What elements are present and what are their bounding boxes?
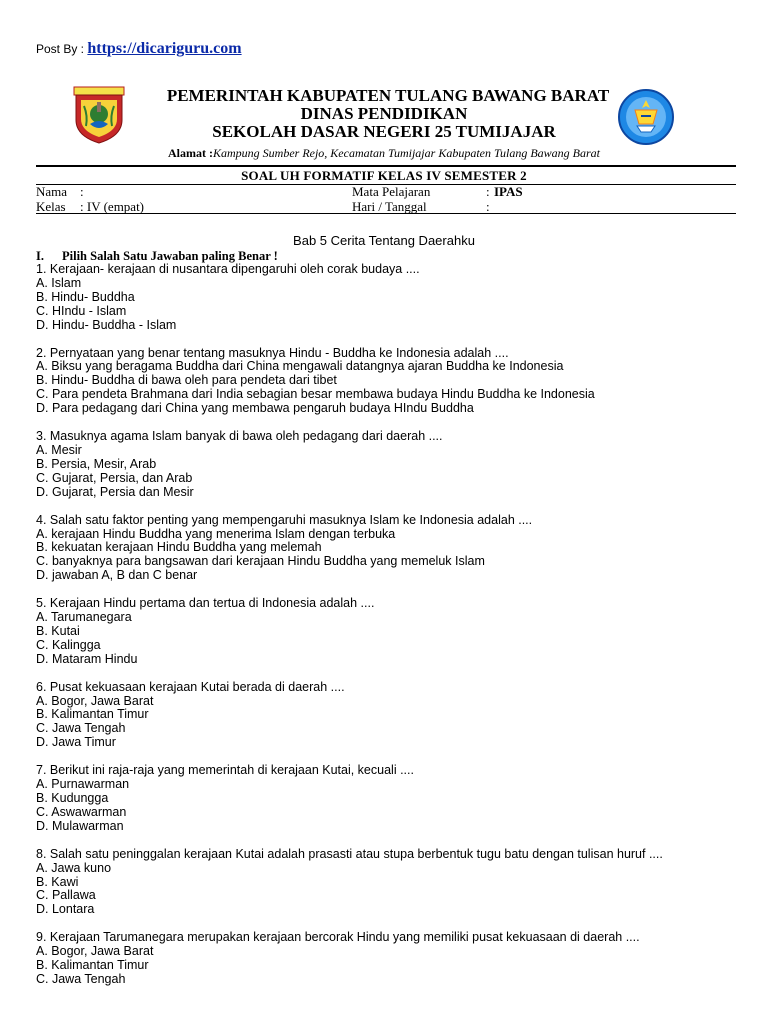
answer-option: A. Bogor, Jawa Barat bbox=[36, 693, 154, 708]
answer-option: C. Jawa Tengah bbox=[36, 971, 126, 986]
question-text: 2. Pernyataan yang benar tentang masuknya Hindu - Buddha ke Indonesia adalah .... bbox=[36, 345, 509, 360]
question-item bbox=[36, 681, 756, 751]
question-text: 4. Salah satu faktor penting yang mempengaruhi masuknya Islam ke Indonesia adalah .... bbox=[36, 512, 533, 527]
answer-option: D. Mulawarman bbox=[36, 818, 124, 833]
chapter-title: Bab 5 Cerita Tentang Daerahku bbox=[293, 233, 475, 248]
header-divider-top bbox=[36, 165, 736, 167]
answer-option: C. Aswawarman bbox=[36, 804, 127, 819]
header-divider-bottom bbox=[36, 213, 736, 214]
answer-option: B. Persia, Mesir, Arab bbox=[36, 456, 157, 471]
answer-option: A. Jawa kuno bbox=[36, 860, 112, 875]
question-text: 8. Salah satu peninggalan kerajaan Kutai adalah prasasti atau stupa berbentuk tugu batu dengan tulisan huruf .... bbox=[36, 846, 663, 861]
question-list bbox=[36, 263, 756, 1001]
answer-option: C. Pallawa bbox=[36, 888, 96, 903]
post-by-label: Post By : bbox=[36, 42, 85, 56]
question-text: 5. Kerajaan Hindu pertama dan tertua di Indonesia adalah .... bbox=[36, 596, 375, 611]
answer-option: A. Purnawarman bbox=[36, 777, 130, 792]
question-item bbox=[36, 430, 756, 500]
address-line bbox=[0, 146, 768, 161]
mapel-colon: : bbox=[486, 184, 490, 199]
answer-option: B. Kalimantan Timur bbox=[36, 707, 149, 722]
question-text: 9. Kerajaan Tarumanegara merupakan kerajaan bercorak Hindu yang memiliki pusat kekuasaan di daerah .... bbox=[36, 930, 640, 945]
school-heading: SEKOLAH DASAR NEGERI 25 TUMIJAJAR bbox=[212, 122, 556, 141]
answer-option: B. Kutai bbox=[36, 623, 80, 638]
nama-label: Nama bbox=[36, 184, 68, 199]
answer-option: D. Lontara bbox=[36, 902, 95, 917]
section-title: Pilih Salah Satu Jawaban paling Benar ! bbox=[62, 249, 278, 263]
question-item bbox=[36, 931, 756, 987]
answer-option: B. Hindu- Buddha di bawa oleh para pendeta dari tibet bbox=[36, 373, 337, 388]
answer-option: B. Hindu- Buddha bbox=[36, 289, 135, 304]
answer-option: A. kerajaan Hindu Buddha yang menerima Islam dengan terbuka bbox=[36, 526, 396, 541]
department-heading: DINAS PENDIDIKAN bbox=[300, 104, 468, 123]
answer-option: C. HIndu - Islam bbox=[36, 303, 127, 318]
nama-value: : bbox=[80, 184, 84, 199]
answer-option: D. Gujarat, Persia dan Mesir bbox=[36, 484, 194, 499]
question-item bbox=[36, 263, 756, 333]
hari-label: Hari / Tanggal bbox=[352, 199, 427, 214]
question-text: 6. Pusat kekuasaan kerajaan Kutai berada di daerah .... bbox=[36, 679, 345, 694]
exam-title: SOAL UH FORMATIF KELAS IV SEMESTER 2 bbox=[241, 168, 527, 183]
question-item bbox=[36, 514, 756, 584]
question-item bbox=[36, 848, 756, 918]
answer-option: A. Mesir bbox=[36, 442, 82, 457]
answer-option: B. Kalimantan Timur bbox=[36, 958, 149, 973]
answer-option: B. kekuatan kerajaan Hindu Buddha yang melemah bbox=[36, 540, 322, 555]
kelas-label: Kelas bbox=[36, 199, 66, 214]
question-item bbox=[36, 764, 756, 834]
answer-option: A. Islam bbox=[36, 275, 82, 290]
question-text: 1. Kerajaan- kerajaan di nusantara dipengaruhi oleh corak budaya .... bbox=[36, 262, 420, 276]
section-number: I. bbox=[36, 249, 44, 263]
kelas-value: : IV (empat) bbox=[80, 199, 145, 214]
mapel-value: IPAS bbox=[494, 184, 523, 199]
answer-option: D. Mataram Hindu bbox=[36, 651, 138, 666]
question-text: 7. Berikut ini raja-raja yang memerintah di kerajaan Kutai, kecuali .... bbox=[36, 763, 414, 778]
post-by-line bbox=[36, 40, 242, 58]
government-heading: PEMERINTAH KABUPATEN TULANG BAWANG BARAT bbox=[166, 86, 610, 105]
answer-option: C. Para pendeta Brahmana dari India sebagian besar membawa budaya Hindu Buddha ke Indonesia bbox=[36, 387, 595, 402]
answer-option: A. Bogor, Jawa Barat bbox=[36, 944, 154, 959]
answer-option: D. Hindu- Buddha - Islam bbox=[36, 317, 177, 332]
answer-option: B. Kawi bbox=[36, 874, 79, 889]
answer-option: A. Tarumanegara bbox=[36, 610, 132, 625]
address-label: Alamat : bbox=[167, 146, 213, 160]
mapel-label: Mata Pelajaran bbox=[352, 184, 431, 199]
question-item bbox=[36, 347, 756, 417]
post-by-link[interactable]: https://dicariguru.com bbox=[87, 40, 242, 57]
answer-option: D. Jawa Timur bbox=[36, 735, 116, 750]
hari-value: : bbox=[486, 199, 490, 214]
address-text: Kampung Sumber Rejo, Kecamatan Tumijajar Kabupaten Tulang Bawang Barat bbox=[212, 146, 600, 160]
answer-option: C. Kalingga bbox=[36, 637, 101, 652]
question-item bbox=[36, 597, 756, 667]
question-text: 3. Masuknya agama Islam banyak di bawa oleh pedagang dari daerah .... bbox=[36, 429, 443, 444]
answer-option: D. Para pedagang dari China yang membawa pengaruh budaya HIndu Buddha bbox=[36, 401, 474, 416]
answer-option: C. Gujarat, Persia, dan Arab bbox=[36, 470, 193, 485]
answer-option: C. banyaknya para bangsawan dari kerajaan Hindu Buddha yang memeluk Islam bbox=[36, 554, 485, 569]
answer-option: B. Kudungga bbox=[36, 791, 109, 805]
answer-option: C. Jawa Tengah bbox=[36, 721, 126, 736]
answer-option: D. jawaban A, B dan C benar bbox=[36, 568, 198, 583]
answer-option: A. Biksu yang beragama Buddha dari China mengawali datangnya ajaran Buddha ke Indonesia bbox=[36, 359, 564, 374]
